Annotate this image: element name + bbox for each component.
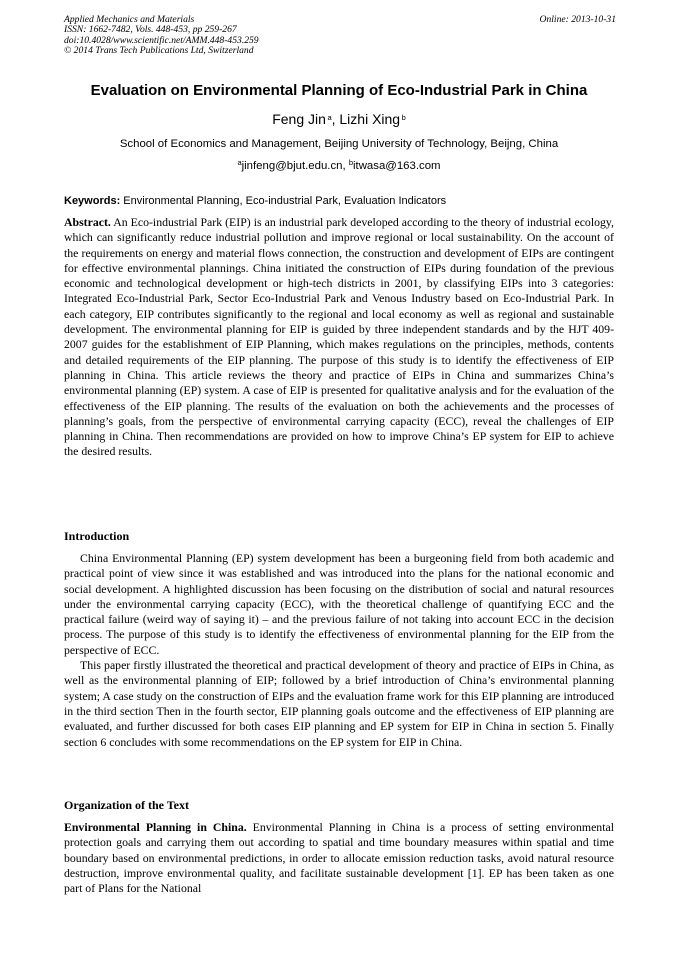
abstract-text: An Eco-industrial Park (EIP) is an industrial park developed according to the theory of industrial ecology, which can significantly reduce industrial pollution and improve regional or local sustainability. On the account of the requirements on energy and material flows connection, the construction and development of EIPs are contingent for effective environmental plannings. China initiated the construction of EIPs during foundation of the previous economic and technological development or high-tech districts in 2001, by classifying EIPs into 3 categories: Integrated Eco-Industrial Park, Sector Eco-Industrial Park and Venous Industry based on Eco-Industrial Park. In each category, EIP contributes significantly to the regional and local economy as well as regional and sustainable development. The environmental planning for EIP is guided by three independent standards and by the HJT 409-2007 guides for the establishment of EIP Planning, which makes regulations on the principles, methods, contents and detailed requirements of the EIP planning. The purpose of this study is to identify the effectiveness of EIP planning in China. This article reviews the theory and practice of EIPs in China and summarizes China’s environmental planning (EP) system. A case of EIP is presented for qualitative analysis and for the evaluation of the effectiveness of the EIP planning. The results of the evaluation on both the achievements and the processes of planning’s goals, from the perspective of environmental carrying capacity (ECC), reveal the challenges of EIP planning in China. Then recommendations are provided on how to improve China’s EP system for EIP to achieve the desired results. (64, 215, 614, 459)
email-link[interactable]: itwasa@163.com (353, 160, 441, 172)
journal-header (64, 15, 616, 57)
section-heading: Introduction (64, 529, 130, 543)
issn-line: ISSN: 1662-7482, Vols. 448-453, pp 259-267 (64, 24, 237, 36)
keywords (64, 195, 614, 207)
paper-title: Evaluation on Environmental Planning of Eco-Industrial Park in China (90, 82, 588, 99)
email-line (0, 160, 678, 172)
author-name: Lizhi Xing (339, 111, 401, 127)
author-sup: b (401, 113, 406, 122)
paragraph: China Environmental Planning (EP) system development has been a burgeoning field from both academic and practical point of view since it was established and was introduced into the plans for the national economic and social development. A highlighted discussion has been focusing on the distribution of social and natural resources under the environmental carrying capacity (ECC), with the theoretical challenge of quantifying ECC and the practical failure (weird way of saying it) – and the previous failure of not taking into account ECC in the decision process. The purpose of this study is to identify the effectiveness of environmental planning for the EIP from the perspective of ECC. (64, 551, 614, 657)
section-heading: Organization of the Text (64, 798, 189, 812)
abstract (64, 215, 614, 460)
paragraph: This paper firstly illustrated the theoretical and practical development of theory and practice of EIPs in China, as well as the environmental planning of EIP; followed by a brief introduction of China’s environmental planning system; A case study on the construction of EIPs and the evaluation frame work for this EIP planning are introduced in the third section Then in the fourth sector, EIP planning goals outcome and the effectiveness of EIP planning are evaluated, and further discussed for both cases EIP planning and EP system for EIP in China in section 5. Finally section 6 concludes with some recommendations on the EP system for EIP in China. (64, 658, 614, 749)
online-date: Online: 2013-10-31 (539, 14, 616, 25)
author-line (0, 111, 678, 127)
paragraph-text: Environmental Planning in China is a process of setting environmental protection goals and carrying them out according to spatial and time boundary measures within spatial and time boundary based on environmental predictions, in order to allocate emission reduction tasks, avoid natural resource destruction, improve environmental quality, and facilitate sustainable development [1]. EP has been taken as one part of Plans for the National (64, 820, 614, 896)
copyright-line: © 2014 Trans Tech Publications Ltd, Switzerland (64, 45, 254, 57)
affiliation: School of Economics and Management, Beijing University of Technology, Beijng, China (119, 138, 559, 150)
abstract-label: Abstract. (64, 215, 111, 229)
author-sup: a (327, 113, 332, 122)
introduction-body (64, 551, 614, 750)
doi-line[interactable]: doi:10.4028/www.scientific.net/AMM.448-453.259 (64, 34, 259, 46)
keywords-text: Environmental Planning, Eco-industrial Park, Evaluation Indicators (120, 195, 447, 207)
email-link[interactable]: jinfeng@bjut.edu.cn, (241, 160, 346, 172)
keywords-label: Keywords: (64, 195, 121, 207)
journal-name: Applied Mechanics and Materials (64, 14, 195, 25)
organization-body (64, 820, 614, 896)
author-name: Feng Jin (272, 111, 326, 127)
subsection-label: Environmental Planning in China. (64, 820, 247, 834)
email-sup: a (237, 158, 242, 167)
email-sup: b (348, 158, 353, 167)
author-separator: , (331, 111, 340, 127)
